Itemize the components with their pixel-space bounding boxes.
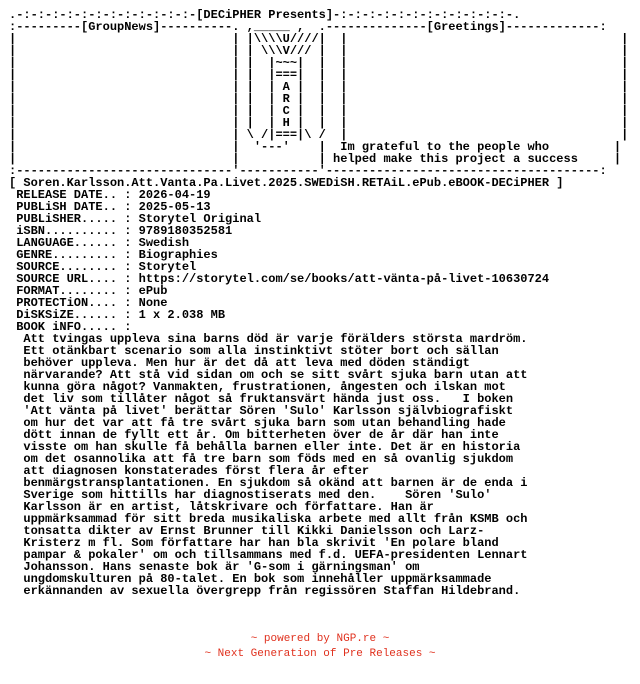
nfo-line: PUBLiSHER..... : Storytel Original xyxy=(9,212,262,226)
nfo-line: Kristerz m fl. Som författare har han bla skrivit 'En polare bland xyxy=(9,536,499,550)
nfo-line: | | | | A | | | | xyxy=(9,80,629,94)
nfo-line: | | '---' | Im grateful to the people who | xyxy=(9,140,622,154)
nfo-line: Sverige som hittills har diagnostiserats med den. Sören 'Sulo' xyxy=(9,488,492,502)
nfo-line: tonsatta dikter av Ernst Brunner till Kikki Danielsson och Larz- xyxy=(9,524,485,538)
nfo-line: | | | helped make this project a success | xyxy=(9,152,622,166)
nfo-line: Ett otänkbart scenario som alla instinktivt stöter bort och sällan xyxy=(9,344,499,358)
nfo-line: BOOK iNFO..... : xyxy=(9,320,132,334)
nfo-line: erkännanden av sexuella övergrepp från regissören Staffan Hildebrand. xyxy=(9,584,521,598)
nfo-line: uppmärksammad för sitt breda musikaliska arbete med allt från KSMB och xyxy=(9,512,528,526)
nfo-text xyxy=(9,9,628,597)
nfo-line: SOURCE........ : Storytel xyxy=(9,260,197,274)
nfo-line: | | | |~~~| | | | xyxy=(9,56,629,70)
footer-powered-by: ~ powered by NGP.re ~ xyxy=(250,633,390,645)
nfo-line: kunna göra något? Vanmakten, frustrationen, ångesten och ilskan mot xyxy=(9,380,506,394)
nfo-line: GENRE......... : Biographies xyxy=(9,248,218,262)
nfo-line: om det osannolika att få tre barn som föds med en så ovanlig sjukdom xyxy=(9,452,514,466)
nfo-line: .-:-:-:-:-:-:-:-:-:-:-:-:-[DECiPHER Presents]-:-:-:-:-:-:-:-:-:-:-:-:-. xyxy=(9,8,521,22)
nfo-line: behöver uppleva. Men hur är det då att leva med döden ständigt xyxy=(9,356,470,370)
nfo-line: | | | | H | | | | xyxy=(9,116,629,130)
nfo-line: :---------[GroupNews]----------. ,_____ , .--------------[Greetings]-------------: xyxy=(9,20,607,34)
nfo-line: närvarande? Att stå vid sidan om och se sitt svårt sjuka barn utan att xyxy=(9,368,528,382)
nfo-line: benmärgstransplantationen. En sjukdom så okänd att barnen är de enda i xyxy=(9,476,528,490)
nfo-line: | | | | R | | | | xyxy=(9,92,629,106)
nfo-line: pampar & pokaler' om och tillsammans med f.d. UEFA-presidenten Lennart xyxy=(9,548,528,562)
nfo-line: dött innan de fyllt ett år. Om bitterheten över de år där han inte xyxy=(9,428,499,442)
nfo-line: om hur det var att få tre svårt sjuka barn som utan behandling hade xyxy=(9,416,506,430)
nfo-line: RELEASE DATE.. : 2026-04-19 xyxy=(9,188,211,202)
footer-tagline: ~ Next Generation of Pre Releases ~ xyxy=(204,648,436,660)
nfo-line: | | \ /|===|\ / | | xyxy=(9,128,629,142)
nfo-line: visste om han skulle få behålla barnen eller inte. Det är en historia xyxy=(9,440,521,454)
nfo-line: 'Att vänta på livet' berättar Sören 'Sulo' Karlsson självbiografiskt xyxy=(9,404,514,418)
nfo-line: det liv som tillåter något så fruktansvärt hända just oss. I boken xyxy=(9,392,514,406)
nfo-line: Karlsson är en artist, låtskrivare och författare. Han är xyxy=(9,500,434,514)
nfo-line: PUBLiSH DATE.. : 2025-05-13 xyxy=(9,200,211,214)
nfo-line: [ Soren.Karlsson.Att.Vanta.Pa.Livet.2025.SWEDiSH.RETAiL.ePub.eBOOK-DECiPHER ] xyxy=(9,176,564,190)
nfo-line: :------------------------------'-----------'--------------------------------------: xyxy=(9,164,607,178)
nfo-line: | | | \\\V/// | | | xyxy=(9,44,629,58)
nfo-line: DiSKSiZE...... : 1 x 2.038 MB xyxy=(9,308,226,322)
nfo-line: iSBN.......... : 9789180352581 xyxy=(9,224,233,238)
nfo-line: Att tvingas uppleva sina barns död är varje förälders största mardröm. xyxy=(9,332,528,346)
nfo-line: | | |\\\\U////| | | xyxy=(9,32,629,46)
nfo-line: | | | |===| | | | xyxy=(9,68,629,82)
nfo-line: Johansson. Hans senaste bok är 'G-som i gärningsman' om xyxy=(9,560,420,574)
nfo-line: | | | | C | | | | xyxy=(9,104,629,118)
nfo-line: ungdomskulturen på 80-talet. En bok som innehåller uppmärksammade xyxy=(9,572,492,586)
nfo-line: att diagnosen konstaterades först flera år efter xyxy=(9,464,370,478)
nfo-line: PROTECTiON.... : None xyxy=(9,296,168,310)
nfo-line: SOURCE URL.... : https://storytel.com/se/books/att-vänta-på-livet-10630724 xyxy=(9,272,550,286)
nfo-line: LANGUAGE...... : Swedish xyxy=(9,236,190,250)
nfo-line: FORMAT........ : ePub xyxy=(9,284,168,298)
